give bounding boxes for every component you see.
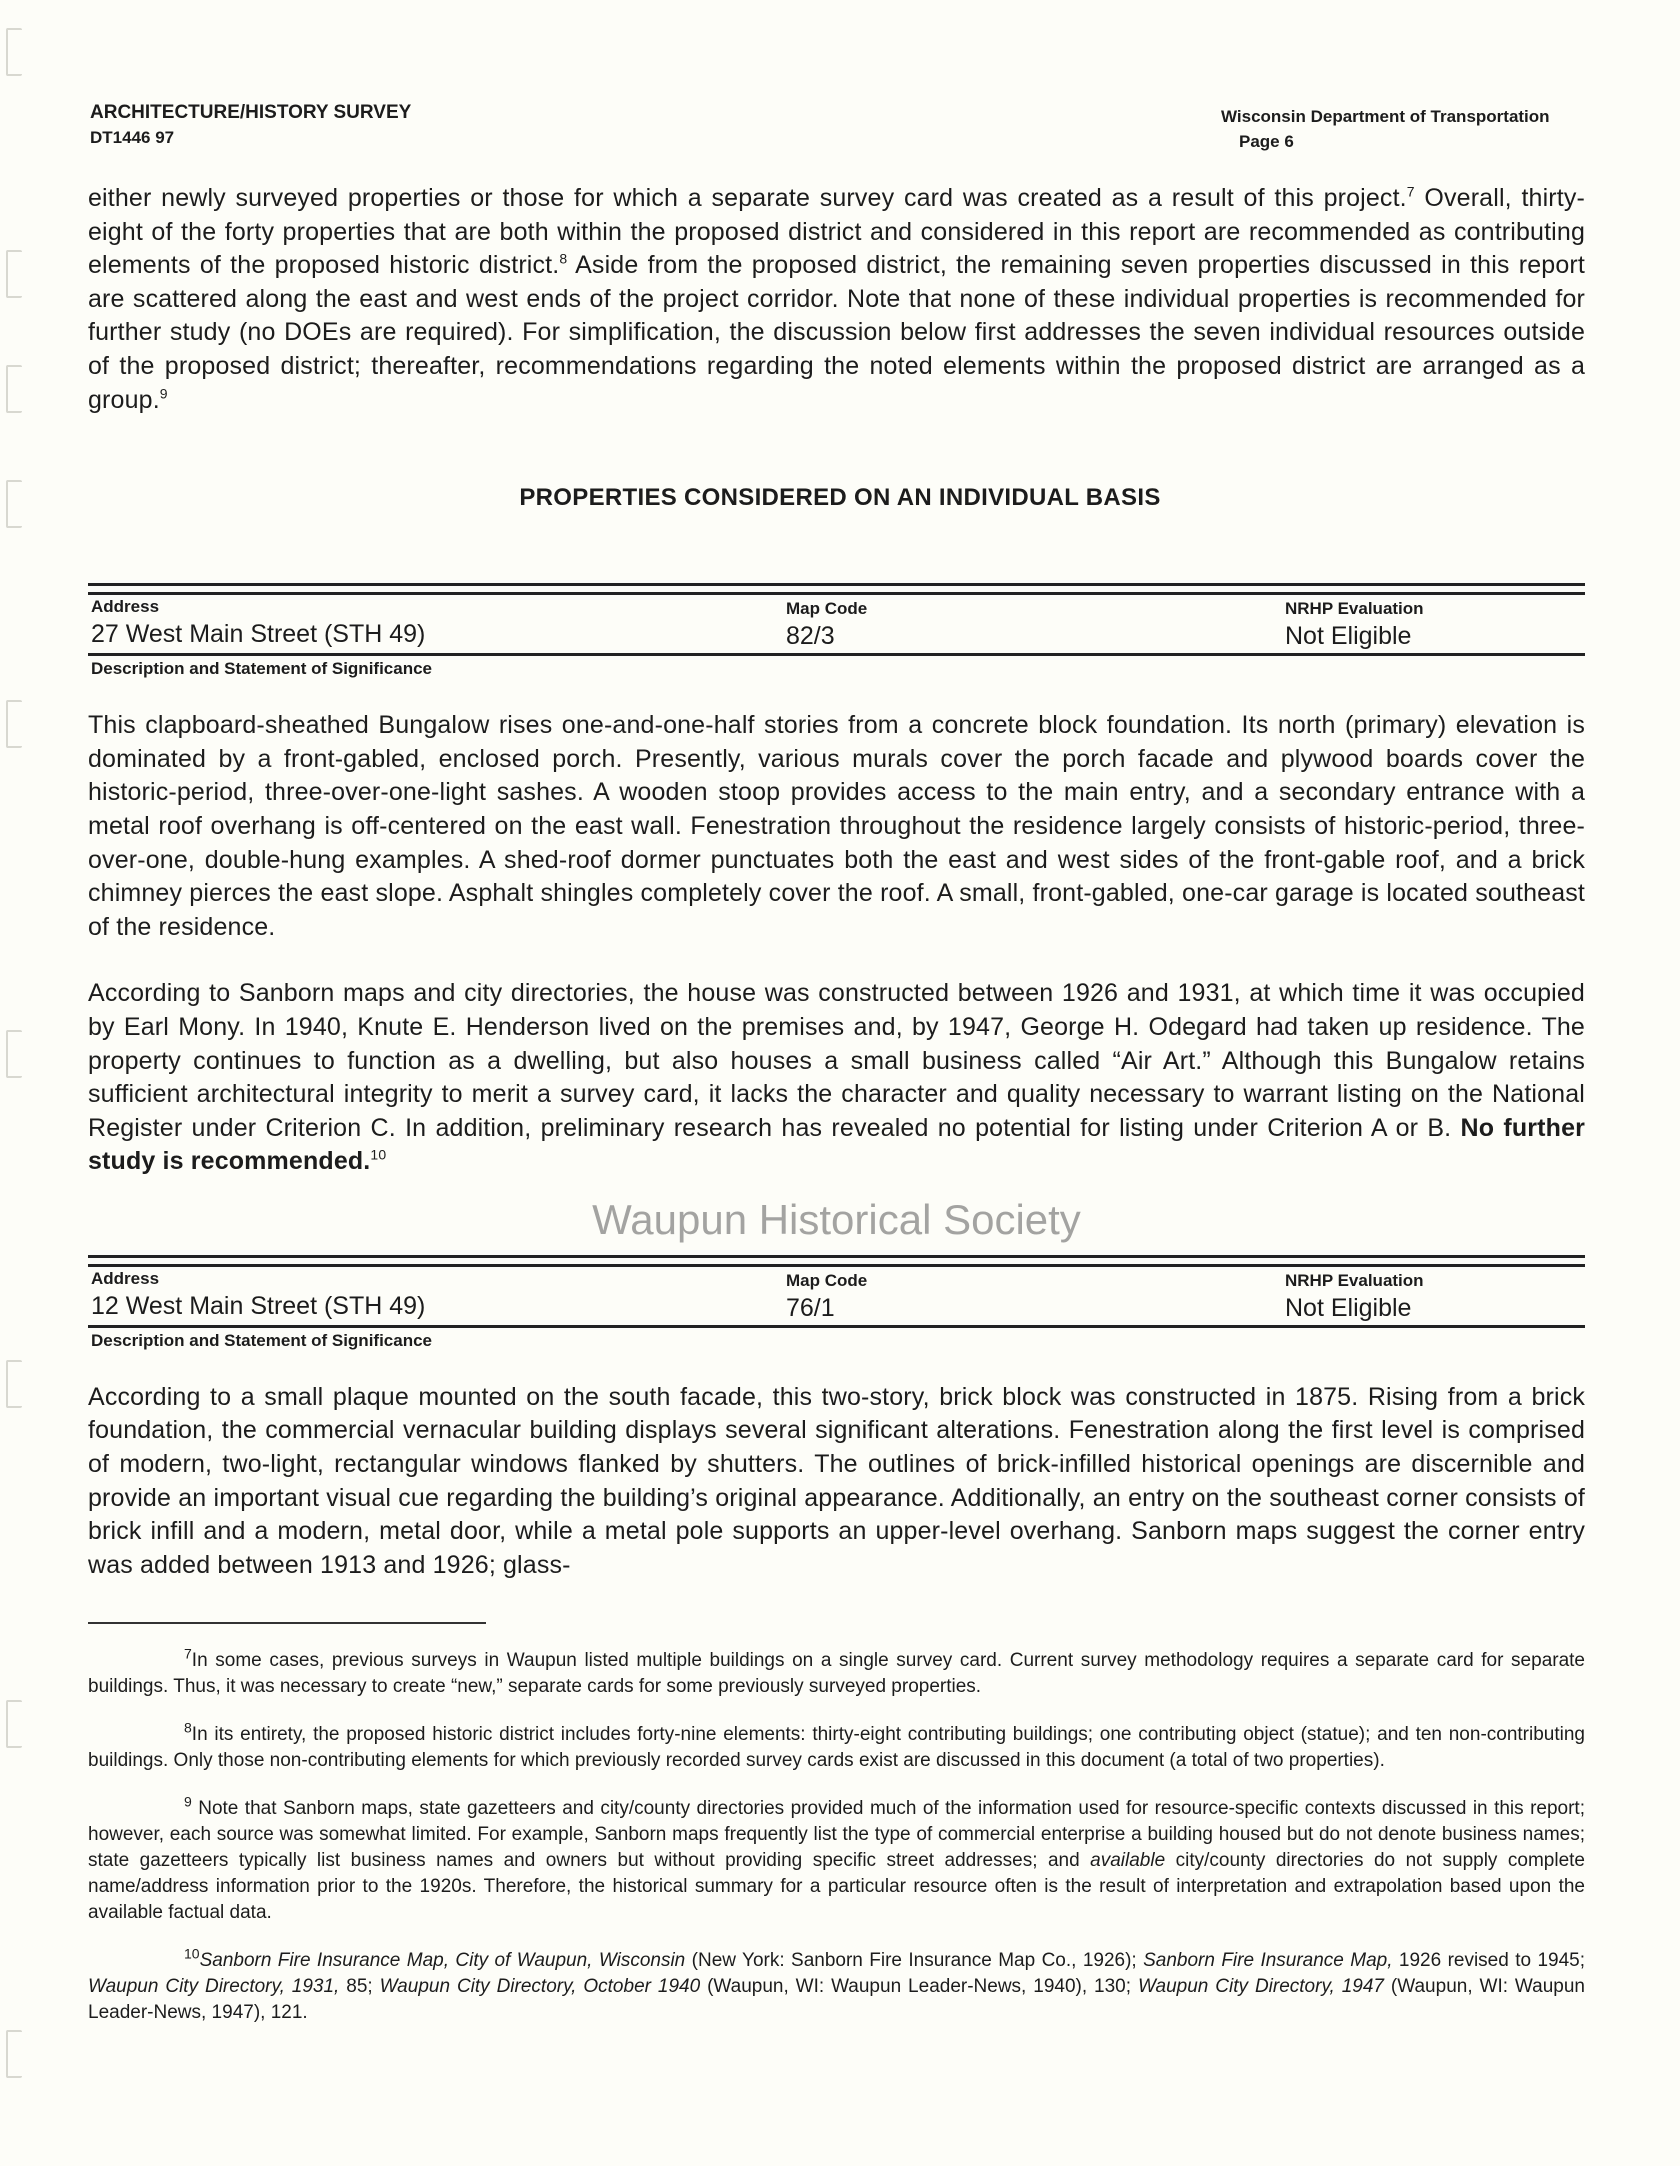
footnote-text: 1926 revised to 1945;: [1392, 1950, 1586, 1972]
page-number: Page 6: [1239, 132, 1294, 151]
description-paragraph: According to a small plaque mounted on the south facade, this two-story, brick block was constructed in 1875. Rising from a brick foundation, the commercial vernacular building displays several significant alterations. Fenestration along the first level is comprised of modern, two-light, rectangular windows flanked by shutters. The outlines of brick-infilled historical openings are discernible and provide an important visual cue regarding the building’s original appearance. Additionally, an entry on the southeast corner consists of brick infill and a modern, metal door, while a metal pole supports an upper-level overhang. Sanborn maps suggest the corner entry was added between 1913 and 1926; glass-: [88, 1382, 1585, 1579]
intro-paragraph: [88, 182, 1585, 417]
description-label: Description and Statement of Significance: [91, 659, 433, 679]
binder-hole: [6, 28, 22, 76]
binder-hole: [6, 1360, 22, 1408]
footnote-9: [88, 1796, 1585, 1926]
footnote-number: 9: [184, 1794, 192, 1811]
citation-title: Sanborn Fire Insurance Map, City of Waupun, Wisconsin: [199, 1950, 686, 1972]
intro-text: either newly surveyed properties or those for which a separate survey card was created as a result of this project.: [88, 184, 1407, 212]
document-code: DT1446 97: [90, 128, 175, 147]
map-code-value: 82/3: [786, 622, 835, 651]
description-label: Description and Statement of Significance: [91, 1330, 433, 1350]
binder-hole: [6, 365, 22, 413]
footnote-7: [88, 1648, 1585, 1700]
footnote-number: 7: [184, 1646, 192, 1663]
divider: [88, 583, 1585, 586]
intro-text: Overall, thirty-eight of the forty properties that are both within the proposed district and considered in this report are recommended as contributing elements of the proposed historic district.: [88, 184, 1585, 280]
paragraph-text: According to Sanborn maps and city directories, the house was constructed between 1926 and 1931, at which time it was occupied by Earl Mony. In 1940, Knute E. Henderson lived on the premises and, by 1947, George H. Odegard had taken up residence. The property continues to function as a dwelling, but also houses a small business called “Air Art.” Although this Bungalow retains sufficient architectural integrity to merit a survey card, it lacks the character and quality necessary to warrant listing on the National Register under Criterion C. In addition, preliminary research has revealed no potential for listing under Criterion A or B.: [88, 979, 1585, 1142]
footnote-ref: 9: [159, 385, 168, 402]
address-label: Address: [91, 597, 160, 617]
divider: [88, 653, 1585, 656]
description-paragraph: This clapboard-sheathed Bungalow rises one-and-one-half stories from a concrete block foundation. Its north (primary) elevation is dominated by a front-gabled, enclosed porch. Presently, various murals cover the porch facade and plywood boards cover the historic-period, three-over-one-light sashes. A wooden stoop provides access to the main entry, and a secondary entrance with a metal roof overhang is off-centered on the east wall. Fenestration throughout the residence largely consists of historic-period, three-over-one, double-hung examples. A shed-roof dormer punctuates both the east and west sides of the front-gable roof, and a brick chimney pierces the east slope. Asphalt shingles completely cover the roof. A small, front-gabled, one-car garage is located southeast of the residence.: [88, 711, 1585, 941]
footnote-text: (New York: Sanborn Fire Insurance Map Co., 1926);: [685, 1950, 1144, 1972]
property-header-table: [88, 583, 1585, 681]
binder-hole: [6, 700, 22, 748]
section-heading: PROPERTIES CONSIDERED ON AN INDIVIDUAL BASIS: [519, 484, 1161, 512]
footnote-text: available: [1090, 1850, 1166, 1872]
footnote-text: (Waupun, WI: Waupun Leader-News, 1940), 130;: [700, 1976, 1138, 1998]
footnote-text: (Waupun, WI: Waupun Leader-News, 1947), 121.: [88, 1976, 1585, 2024]
citation-title: Sanborn Fire Insurance Map,: [1143, 1950, 1393, 1972]
nrhp-value: Not Eligible: [1285, 622, 1412, 651]
binder-hole: [6, 250, 22, 298]
footnote-ref: 7: [1406, 183, 1415, 200]
footnote-text: city/county directories do not supply complete name/address information prior to the 1920s. Therefore, the historical summary for a particular resource often is the result of interpretation and extrapolation based upon the available factual data.: [88, 1850, 1585, 1924]
nrhp-label: NRHP Evaluation: [1285, 599, 1424, 619]
footnote-number: 10: [184, 1946, 200, 1963]
address-value: 27 West Main Street (STH 49): [91, 620, 426, 649]
address-label: Address: [91, 1268, 160, 1288]
footnote-text: In its entirety, the proposed historic district includes forty-nine elements: thirty-eight contributing buildings; one contributing object (statue); and ten non-contributing buildings. Only those non-contributing elements for which previously recorded survey cards exist are discussed in this document (a total of two properties).: [88, 1724, 1585, 1772]
divider: [88, 1325, 1585, 1328]
page-content: [88, 0, 1585, 2066]
binder-hole: [6, 1700, 22, 1748]
citation-title: Waupun City Directory, 1931,: [88, 1976, 340, 1998]
footnote-text: In some cases, previous surveys in Waupun listed multiple buildings on a single survey card. Current survey methodology requires a separate card for separate buildings. Thus, it was necessary to create “new,” separate cards for some previously surveyed properties.: [88, 1650, 1585, 1698]
binder-hole: [6, 2030, 22, 2078]
footnote-rule: [88, 1622, 486, 1624]
watermark: Waupun Historical Society: [592, 1195, 1081, 1243]
address-value: 12 West Main Street (STH 49): [91, 1291, 426, 1320]
footnote-text: Note that Sanborn maps, state gazetteers and city/county directories provided much of the information used for resource-specific contexts discussed in this report; however, each source was somewhat limited. For example, Sanborn maps frequently list the type of commercial enterprise a building housed but do not denote business names; state gazetteers typically list business names and owners but without providing specific street addresses; and: [88, 1798, 1585, 1872]
citation-title: Waupun City Directory, October 1940: [379, 1976, 701, 1998]
divider: [88, 592, 1585, 595]
survey-title: ARCHITECTURE/HISTORY SURVEY: [90, 102, 412, 123]
property-header-table: [88, 1255, 1585, 1353]
footnote-ref: 10: [370, 1146, 387, 1163]
agency-name: Wisconsin Department of Transportation: [1221, 107, 1550, 126]
footnote-ref: 8: [559, 250, 568, 267]
footnote-text: 85;: [339, 1976, 380, 1998]
footnote-8: [88, 1722, 1585, 1774]
footnote-number: 8: [184, 1720, 192, 1737]
intro-text: Aside from the proposed district, the remaining seven properties discussed in this report are scattered along the east and west ends of the project corridor. Note that none of these individual properties is recommended for further study (no DOEs are required). For simplification, the discussion below first addresses the seven individual resources outside of the proposed district; thereafter, recommendations regarding the noted elements within the proposed district are arranged as a group.: [88, 251, 1585, 414]
footnote-10: [88, 1948, 1585, 2026]
recommendation-text: No further study is recommended.: [88, 1113, 1586, 1176]
divider: [88, 1255, 1585, 1258]
nrhp-value: Not Eligible: [1285, 1293, 1412, 1322]
map-code-value: 76/1: [786, 1293, 835, 1322]
divider: [88, 1264, 1585, 1267]
map-code-label: Map Code: [786, 1270, 868, 1290]
citation-title: Waupun City Directory, 1947: [1137, 1976, 1385, 1998]
nrhp-label: NRHP Evaluation: [1285, 1270, 1424, 1290]
significance-paragraph: [88, 977, 1585, 1179]
map-code-label: Map Code: [786, 599, 868, 619]
binder-hole: [6, 1030, 22, 1078]
